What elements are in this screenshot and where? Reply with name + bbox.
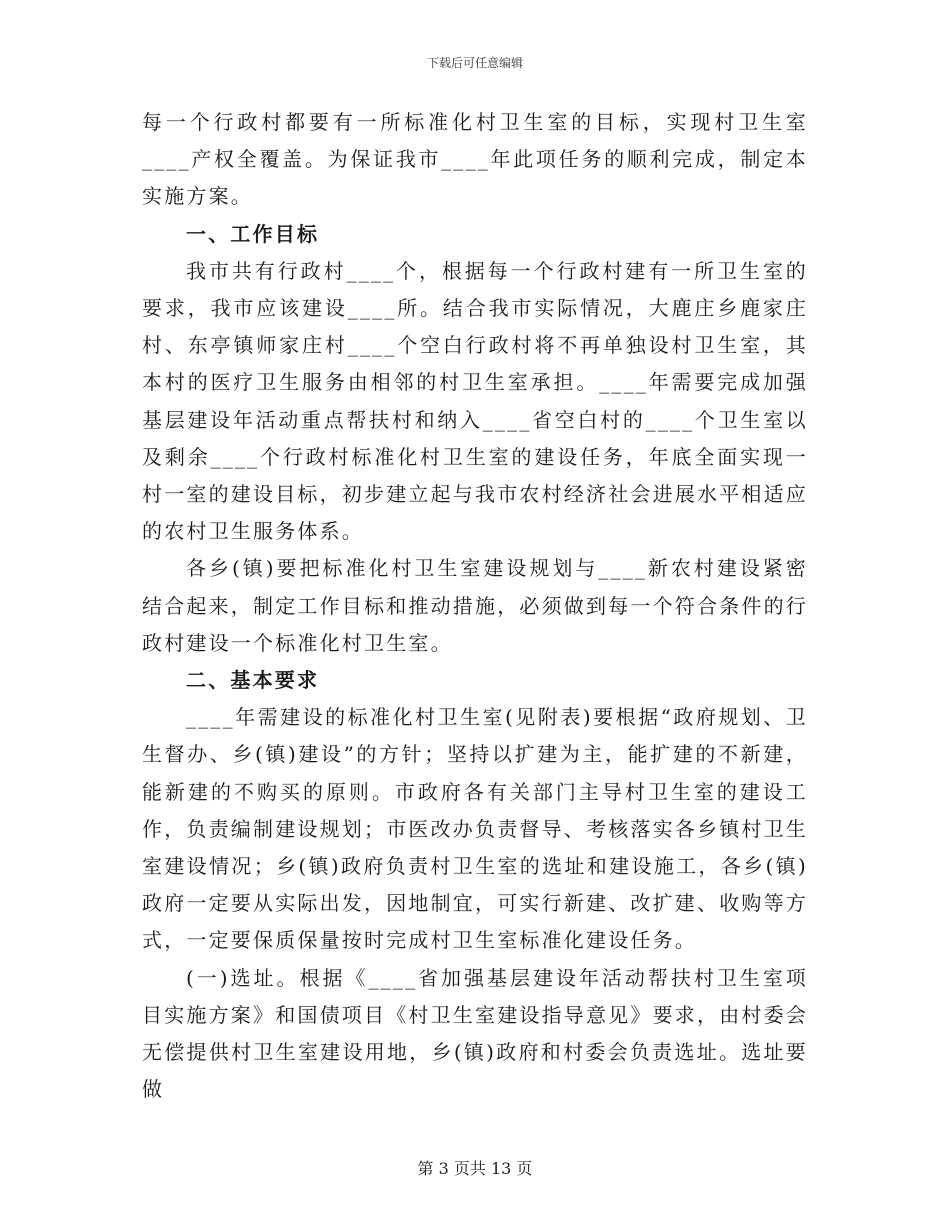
section-heading-basic-requirements: 二、基本要求: [186, 668, 320, 693]
page-header: 下载后可任意编辑: [426, 56, 523, 70]
paragraph-township-planning: 各乡(镇)要把标准化村卫生室建设规划与____新农村建设紧密结合起来，制定工作目标和推动措施，必须做到每一个符合条件的行政村建设一个标准化村卫生室。: [142, 556, 808, 655]
paragraph-work-goals: 我市共有行政村____个，根据每一个行政村建有一所卫生室的要求，我市应该建设____所。结合我市实际情况，大鹿庄乡鹿家庄村、东亭镇师家庄村____个空白行政村将不再单独设村卫生室，其本村的医疗卫生服务由相邻的村卫生室承担。____年需要完成加强基层建设年活动重点帮扶村和纳入____省空白村的____个卫生室以及剩余____个行政村标准化村卫生室的建设任务，年底全面实现一村一室的建设目标，初步建立起与我市农村经济社会进展水平相适应的农村卫生服务体系。: [142, 258, 808, 544]
paragraph-site-selection: (一)选址。根据《____省加强基层建设年活动帮扶村卫生室项目实施方案》和国债项目《村卫生室建设指导意见》要求，由村委会无偿提供村卫生室建设用地，乡(镇)政府和村委会负责选址。选址要做: [142, 965, 808, 1102]
document-body: [142, 104, 808, 1108]
page-number: 第 3 页共 13 页: [417, 1159, 533, 1178]
paragraph-basic-requirements: ____年需建设的标准化村卫生室(见附表)要根据“政府规划、卫生督办、乡(镇)建设”的方针；坚持以扩建为主，能扩建的不新建，能新建的不购买的原则。市政府各有关部门主导村卫生室的建设工作，负责编制建设规划；市医改办负责督导、考核落实各乡镇村卫生室建设情况；乡(镇)政府负责村卫生室的选址和建设施工，各乡(镇)政府一定要从实际出发，因地制宜，可实行新建、改扩建、收购等方式，一定要保质保量按时完成村卫生室标准化建设任务。: [142, 705, 808, 953]
section-heading-work-goals: 一、工作目标: [186, 221, 320, 246]
paragraph-intro-continuation: 每一个行政村都要有一所标准化村卫生室的目标，实现村卫生室____产权全覆盖。为保证我市____年此项任务的顺利完成，制定本实施方案。: [142, 110, 808, 209]
